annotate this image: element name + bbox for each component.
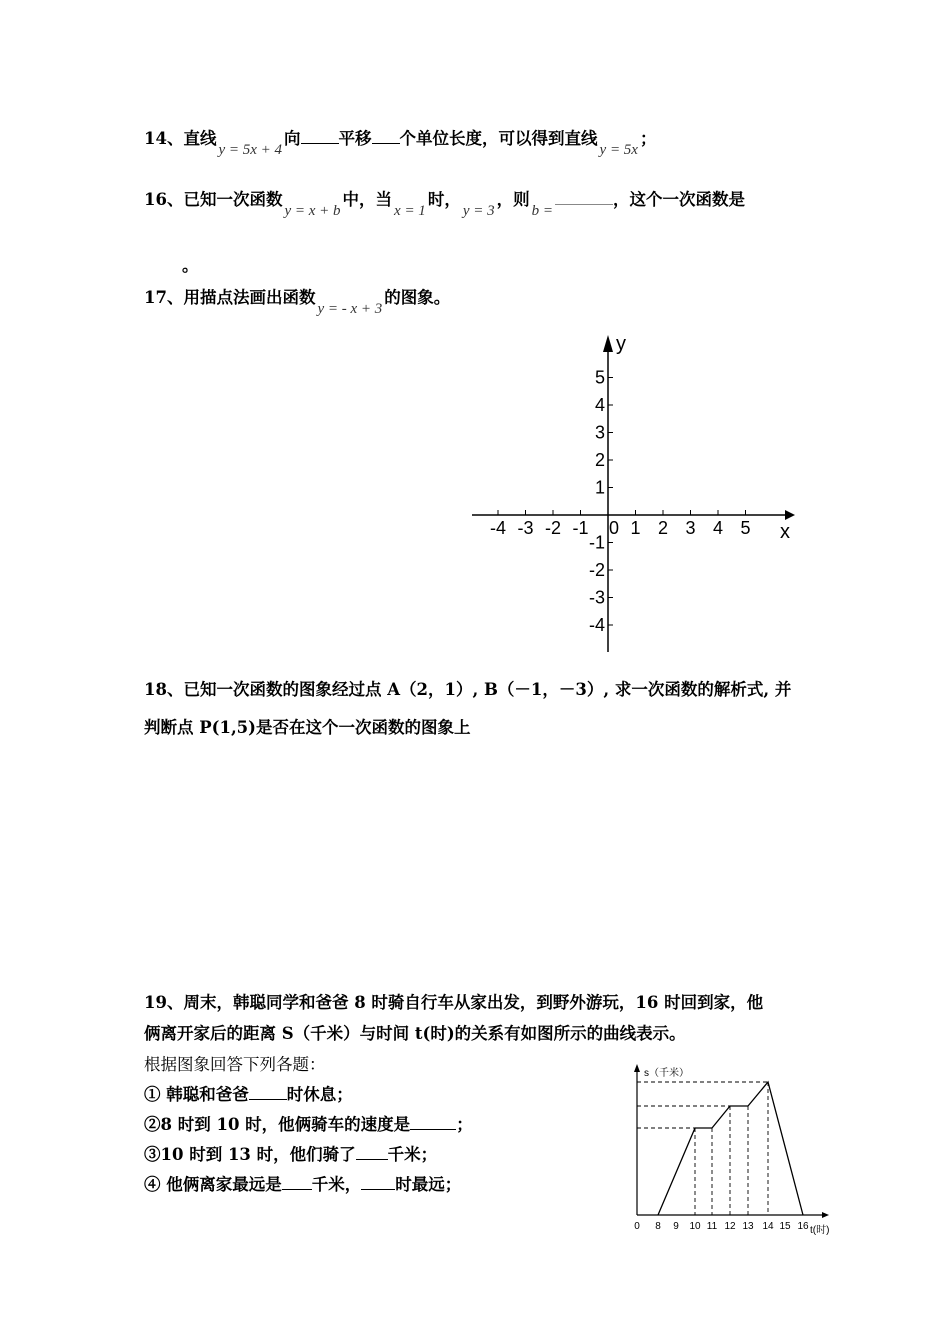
y-axis-label: y xyxy=(616,333,626,355)
chart-x-tick-label: 15 xyxy=(779,1221,791,1232)
y-axis-arrow xyxy=(603,335,613,352)
question-19-line2: 俩离开家后的距离 S（千米）与时间 t(时)的关系有如图所示的曲线表示。 xyxy=(144,1024,686,1043)
question-17: 17、用描点法画出函数y = - x + 3的图象。 xyxy=(144,288,451,317)
y-tick-label: 3 xyxy=(594,422,605,443)
answer-blank[interactable] xyxy=(410,1115,456,1130)
y-tick-label: -4 xyxy=(588,615,605,635)
chart-x-tick-label: 11 xyxy=(706,1221,718,1232)
chart-y-arrow xyxy=(634,1064,640,1072)
y-tick-label: 4 xyxy=(594,395,605,415)
question-14: 14、直线y = 5x + 4向 平移 个单位长度，可以得到直线y = 5x； xyxy=(144,129,657,158)
y-tick-label: -2 xyxy=(588,560,605,580)
question-19-sub3: ③10 时到 13 时，他们骑了 千米； xyxy=(144,1145,438,1164)
x-axis-arrow xyxy=(785,510,795,520)
question-19-sub2: ②8 时到 10 时，他俩骑车的速度是 ； xyxy=(144,1115,473,1134)
question-18-line1: 18、已知一次函数的图象经过点 A（2，1）, B（－1，－3）, 求一次函数的解析式, 并 xyxy=(144,680,792,699)
chart-x-tick-label: 0 xyxy=(634,1221,640,1232)
chart-x-tick-label: 8 xyxy=(655,1221,661,1232)
x-tick-label: 2 xyxy=(657,518,669,538)
chart-x-tick-label: 16 xyxy=(797,1221,809,1232)
distance-time-chart xyxy=(620,1058,850,1244)
question-19-line1: 19、周末，韩聪同学和爸爸 8 时骑自行车从家出发，到野外游玩，16 时回到家，他 xyxy=(144,993,764,1012)
chart-x-tick-label: 13 xyxy=(742,1221,754,1232)
answer-blank[interactable] xyxy=(555,190,613,205)
x-tick-label: 4 xyxy=(712,518,724,538)
answer-blank[interactable] xyxy=(249,1085,287,1100)
distance-curve xyxy=(658,1082,803,1215)
x-tick-label: 5 xyxy=(740,518,751,538)
x-tick-label: -2 xyxy=(544,518,562,538)
y-tick-label: 1 xyxy=(594,477,605,498)
chart-x-tick-label: 10 xyxy=(689,1221,701,1232)
answer-blank[interactable] xyxy=(361,1175,395,1190)
x-tick-label: -1 xyxy=(572,518,589,538)
answer-blank[interactable] xyxy=(372,129,400,144)
x-axis-label: x xyxy=(780,521,790,543)
x-tick-label: 1 xyxy=(630,518,641,538)
question-16-end: 。 xyxy=(182,256,199,275)
chart-x-tick-label: 14 xyxy=(762,1221,774,1232)
chart-x-tick-label: 12 xyxy=(724,1221,736,1232)
answer-blank[interactable] xyxy=(356,1145,388,1160)
question-16: 16、已知一次函数y = x + b中，当x = 1时，y = 3，则b =，这个一次函数是 xyxy=(144,190,745,219)
x-tick-label: -4 xyxy=(489,518,507,538)
y-tick-label: 2 xyxy=(594,450,605,470)
y-tick-label: 5 xyxy=(594,367,605,388)
x-tick-label: 0 xyxy=(608,518,620,538)
question-19-sub1: ① 韩聪和爸爸 时休息； xyxy=(144,1085,353,1104)
x-tick-label: 3 xyxy=(685,518,696,538)
chart-x-label: t(时) xyxy=(810,1225,830,1236)
answer-blank[interactable] xyxy=(282,1175,312,1190)
y-tick-label: -1 xyxy=(588,532,605,553)
question-19-sub4: ④ 他俩离家最远是 千米， 时最远； xyxy=(144,1175,462,1194)
question-18-line2: 判断点 P(1,5)是否在这个一次函数的图象上 xyxy=(144,718,471,737)
chart-x-tick-label: 9 xyxy=(673,1221,679,1232)
x-tick-label: -3 xyxy=(517,518,534,538)
answer-blank[interactable] xyxy=(301,129,339,144)
coordinate-axes xyxy=(460,330,800,660)
chart-x-arrow xyxy=(822,1212,829,1218)
chart-y-label: s（千米） xyxy=(644,1068,689,1079)
question-19-line3: 根据图象回答下列各题： xyxy=(144,1055,326,1074)
y-tick-label: -3 xyxy=(588,587,605,608)
